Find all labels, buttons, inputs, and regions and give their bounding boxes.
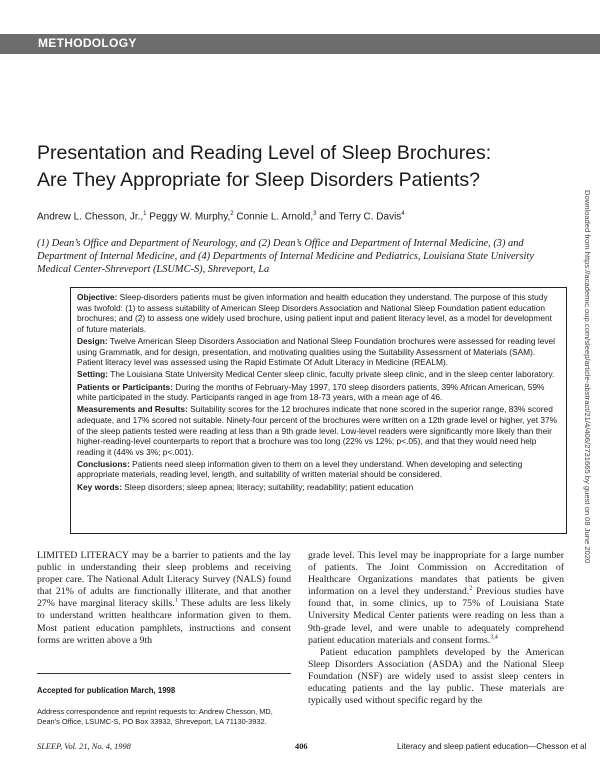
abstract-text: Sleep disorders; sleep apnea; literacy; suitability; readability; patient education [121, 481, 414, 492]
author-name: Peggy W. Murphy, [149, 211, 231, 223]
page-title [37, 140, 557, 194]
section-label: METHODOLOGY [38, 36, 137, 50]
body-text: LIMITED LITERACY may be a barrier to patients and the lay public in understanding their sleep problems and receiving proper care. The National Adult Literacy Survey (NALS) found that 21% of adults are functionally illiterate, and that another 27% have marginal literacy skills. [37, 550, 291, 610]
author-mark: 3 [313, 211, 317, 217]
abstract-text: During the months of February-May 1997, 170 sleep disorders patients, 39% African American, 59% white participated in the study. Participants ranged in age from 18-73 years, with a mean age of 46. [77, 381, 545, 403]
body-text: These adults are less likely to understand written healthcare information given to them. Most patient education pamphlets, instructions and consent forms are written above a 9th [37, 598, 292, 646]
running-title: Literacy and sleep patient education—Chesson et al [397, 742, 587, 751]
author-list [37, 211, 405, 222]
body-paragraph [308, 550, 564, 647]
title-line-2: Are They Appropriate for Sleep Disorders Patients? [37, 169, 480, 191]
author-mark: 1 [143, 211, 147, 217]
citation-mark: 3,4 [490, 634, 498, 641]
abstract-setting [77, 369, 561, 380]
author-name: and Terry C. Davis [319, 211, 402, 223]
accepted-note: Accepted for publication March, 1998 [37, 686, 176, 695]
abstract-design [77, 336, 561, 368]
abstract-label: Setting: [77, 369, 109, 380]
abstract-conclusions [77, 459, 561, 480]
abstract-text: Suitability scores for the 12 brochures indicate that none scored in the superior range, 83% scored adequate, and 17% scored not suitable. Ninety-four percent of the brochures were written on a 12th grade level or higher, yet 37% of the sleep patients tested were reading at less than a 9th grade level. Low-level readers were significantly more likely than their higher-reading-level counterparts to report that a brochure was too long (22% vs 12%; p<.05), and that they would need help reading it (44% vs 3%; p<.001). [77, 404, 558, 457]
abstract-label: Patients or Participants: [77, 381, 173, 392]
abstract-label: Design: [77, 335, 108, 346]
journal-citation: SLEEP, Vol. 21, No. 4, 1998 [37, 742, 131, 751]
body-paragraph: Patient education pamphlets developed by the American Sleep Disorders Association (ASDA) and the National Sleep Foundation (NSF) are widely used to assist sleep centers in educating patients and the lay public. These materials are typically used without specific regard by the [308, 646, 564, 707]
abstract-text: Twelve American Sleep Disorders Association and National Sleep Foundation brochures were assessed for reading level using Grammatik, and for design, presentation, and motivating qualities using the Suitability Assessment of Materials (SAM). Patient literacy level was assessed using the Rapid Estimate Of Adult Literacy in Medicine (REALM). [77, 335, 556, 368]
abstract-keywords [77, 482, 561, 493]
title-line-1: Presentation and Reading Level of Sleep Brochures: [37, 142, 492, 164]
author-mark: 2 [230, 211, 234, 217]
abstract-participants [77, 382, 561, 403]
abstract-box [70, 287, 567, 534]
affiliations: (1) Dean’s Office and Department of Neurology, and (2) Dean’s Office and Department of Internal Medicine, (3) and Department of Internal Medicine, and (4) Departments of Internal Medicine and Pediatrics, Louisiana State University Medical Center-Shreveport (LSUMC-S), Shreveport, La [37, 238, 534, 275]
abstract-text: Patients need sleep information given to them on a level they understand. When developing and selecting appropriate materials, reading level, length, and suitability of written material should be considered. [77, 458, 523, 480]
abstract-measurements [77, 404, 561, 457]
abstract-label: Measurements and Results: [77, 404, 188, 415]
footnote-divider [37, 673, 291, 674]
body-paragraph [37, 550, 291, 647]
body-text: Previous studies have found that, in some clinics, up to 75% of Louisiana State University Medical Center patients were reading on less than a 9th-grade level, and were unable to adequately comprehend patient education materials and consent forms. [308, 586, 564, 646]
download-side-note: Downloaded from https://academic.oup.com/sleep/article-abstract/21/4/406/2731665 by guest on 08 June 2020 [583, 190, 592, 564]
abstract-objective [77, 292, 561, 334]
correspondence-address: Address correspondence and reprint requests to: Andrew Chesson, MD, Dean’s Office, LSUMC-S, PO Box 33932, Shreveport, LA 71130-3932. [37, 707, 273, 726]
citation-mark: 1 [174, 598, 178, 605]
citation-mark: 2 [469, 586, 473, 593]
author-name: Connie L. Arnold, [236, 211, 314, 223]
abstract-label: Objective: [77, 292, 118, 302]
abstract-text: Sleep-disorders patients must be given information and health education they understand. The purpose of this study was twofold: (1) to assess suitability of American Sleep Disorders Association and National Sleep Foundation patient education brochures; and (2) to assess one widely used brochure, using patient input and patient literacy level, as a model for development of future materials. [77, 292, 552, 334]
body-column-left [37, 550, 291, 647]
abstract-label: Key words: [77, 481, 122, 492]
abstract-text: The Louisiana State University Medical Center sleep clinic, faculty private sleep clinic, and in the sleep center laboratory. [108, 369, 555, 380]
body-column-right [308, 550, 564, 707]
author-name: Andrew L. Chesson, Jr., [37, 211, 144, 223]
abstract-label: Conclusions: [77, 458, 130, 469]
body-text: grade level. This level may be inappropriate for a large number of patients. The Joint Commission on Accreditation of Healthcare Organizations mandates that patients be given information on a level they understand. [308, 550, 564, 598]
page-number: 406 [295, 742, 308, 751]
author-mark: 4 [401, 211, 405, 217]
